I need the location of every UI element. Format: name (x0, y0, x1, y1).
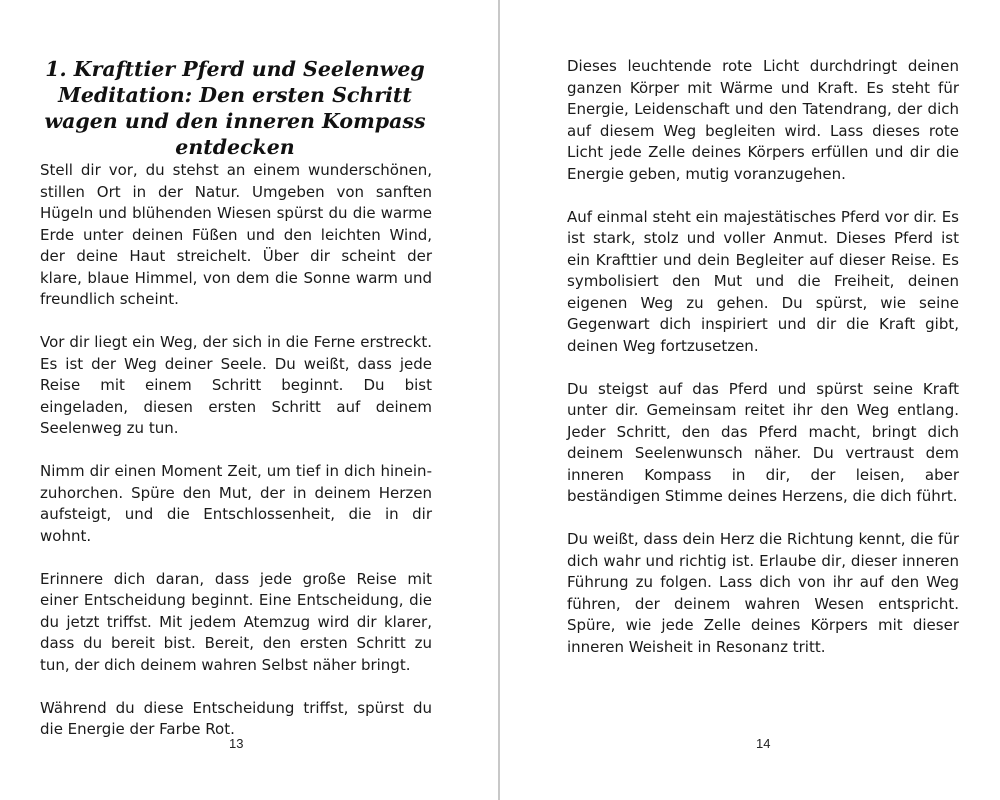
left-page (0, 0, 498, 800)
page-number-right: 14 (756, 736, 771, 751)
chapter-title: 1. Krafttier Pferd und Seelenweg Meditation: Den ersten Schritt wagen und den inneren Kompass entdecken (44, 57, 426, 159)
right-page (500, 0, 1000, 800)
paragraph: Vor dir liegt ein Weg, der sich in die Ferne erstreckt. Es ist der Weg deiner Seele. Du weißt, dass jede Reise mit einem Schritt beginnt. Du bist eingeladen, diesen ersten Schritt auf deinem Seelenweg zu tun. (40, 333, 432, 437)
right-page-body (567, 56, 959, 680)
paragraph: Dieses leuchtende rote Licht durchdringt deinen ganzen Körper mit Wärme und Kraft. Es steht für Energie, Leidenschaft und den Tatendrang, der dich auf diesem Weg begleiten wird. Lass dieses rote Licht jede Zelle deines Körpers erfüllen und dir die Energie geben, mutig voranzugehen. (567, 57, 959, 183)
page-number-left: 13 (229, 736, 244, 751)
paragraph: Nimm dir einen Moment Zeit, um tief in dich hineinzuhorchen. Spüre den Mut, der in deinem Herzen aufsteigt, und die Entschlossenheit, die in dir wohnt. (40, 462, 432, 545)
paragraph: Stell dir vor, du stehst an einem wunderschönen, stillen Ort in der Natur. Umgeben von sanften Hügeln und blühenden Wiesen spürst du die warme Erde unter deinen Füßen und den leichten Wind, der deine Haut streichelt. Über dir scheint der klare, blaue Himmel, von dem die Sonne warm und freundlich scheint. (40, 161, 432, 308)
paragraph: Du steigst auf das Pferd und spürst seine Kraft unter dir. Gemeinsam reitet ihr den Weg entlang. Jeder Schritt, den das Pferd macht, bringt dich deinem Seelenwunsch näher. Du vertraust dem inneren Kompass in dir, der leisen, aber beständigen Stimme deines Herzens, die dich führt. (567, 379, 959, 505)
paragraph: Erinnere dich daran, dass jede große Reise mit einer Entscheidung beginnt. Eine Entscheidung, die du jetzt triffst. Mit jedem Atemzug wird dir klarer, dass du bereit bist. Bereit, den ersten Schritt zu tun, der dich deinem wahren Selbst näher bringt. (40, 569, 432, 674)
left-page-body (40, 160, 432, 762)
paragraph: Während du diese Entscheidung triffst, spürst du die Energie der Farbe Rot. (40, 698, 432, 738)
paragraph: Du weißt, dass dein Herz die Richtung kennt, die für dich wahr und richtig ist. Erlaube dir, dieser inneren Führung zu folgen. Lass dich von ihr auf den Weg führen, der deinem wahren Wesen entspricht. Spüre, wie jede Zelle deines Körpers mit dieser inneren Weisheit in Resonanz tritt. (567, 530, 959, 656)
paragraph: Auf einmal steht ein majestätisches Pferd vor dir. Es ist stark, stolz und voller Anmut. Dieses Pferd ist ein Krafttier und dein Begleiter auf dieser Reise. Es symbolisiert den Mut und die Freiheit, deinen eigenen Weg zu gehen. Du spürst, wie seine Gegenwart dich inspiriert und dir die Kraft gibt, deinen Weg fortzusetzen. (567, 207, 959, 355)
